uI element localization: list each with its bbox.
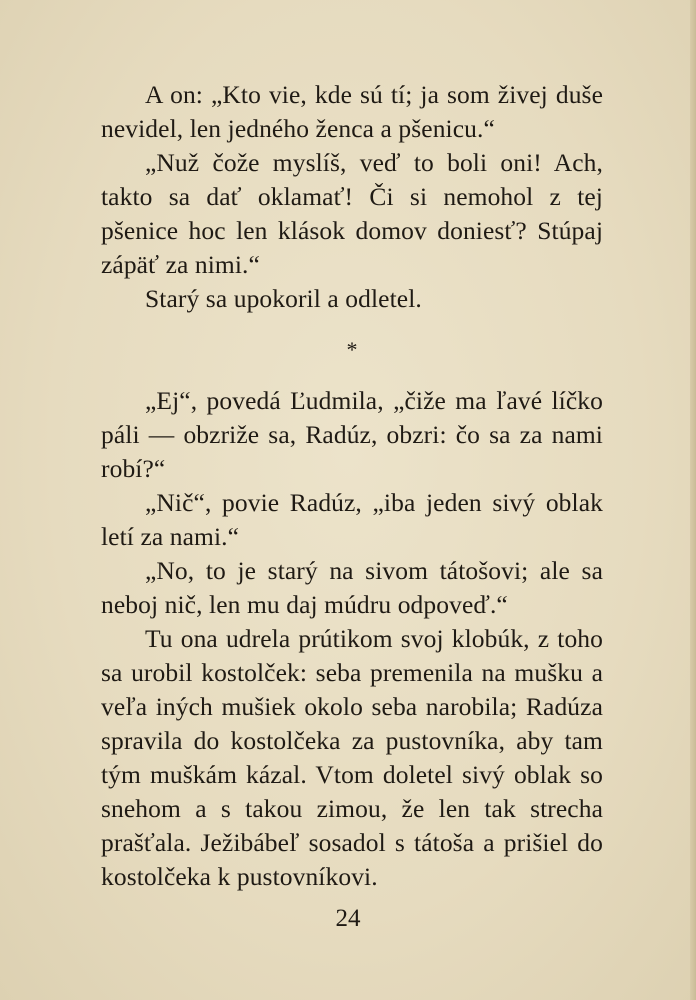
paragraph: Starý sa upokoril a odletel.	[145, 284, 422, 313]
paragraph: „No, to je starý na sivom tátošovi; ale sa neboj nič, len mu daj múdru odpoveď.“	[101, 556, 603, 619]
page-text	[101, 78, 603, 894]
paragraph: Tu ona udrela prútikom svoj klobúk, z toho sa urobil kostolček: seba premenila na mušku a veľa iných mušiek okolo seba narobila; Radúza spravila do kostolčeka za pustovníka, aby tam tým muškám kázal. Vtom doletel sivý oblak so snehom a s takou zimou, že len tak strecha prašťala. Ježibábeľ sosadol s tátoša a prišiel do kostolčeka k pustovníkovi.	[101, 624, 603, 891]
paragraph: „Ej“, povedá Ľudmila, „čiže ma ľavé líčko páli — obzriže sa, Radúz, obzri: čo sa za nami robí?“	[101, 386, 603, 483]
paragraph: „Nič“, povie Radúz, „iba jeden sivý oblak letí za nami.“	[101, 488, 603, 551]
page-number: 24	[335, 905, 361, 932]
page-edge	[690, 0, 696, 1000]
paragraph: „Nuž čože myslíš, veď to boli oni! Ach, takto sa dať oklamať! Či si nemohol z tej pšenice hoc len klások domov doniesť? Stúpaj zápäť za nimi.“	[101, 148, 603, 279]
section-separator: *	[346, 337, 358, 362]
paragraph: A on: „Kto vie, kde sú tí; ja som živej duše nevidel, len jedného ženca a pšenicu.“	[101, 80, 603, 143]
